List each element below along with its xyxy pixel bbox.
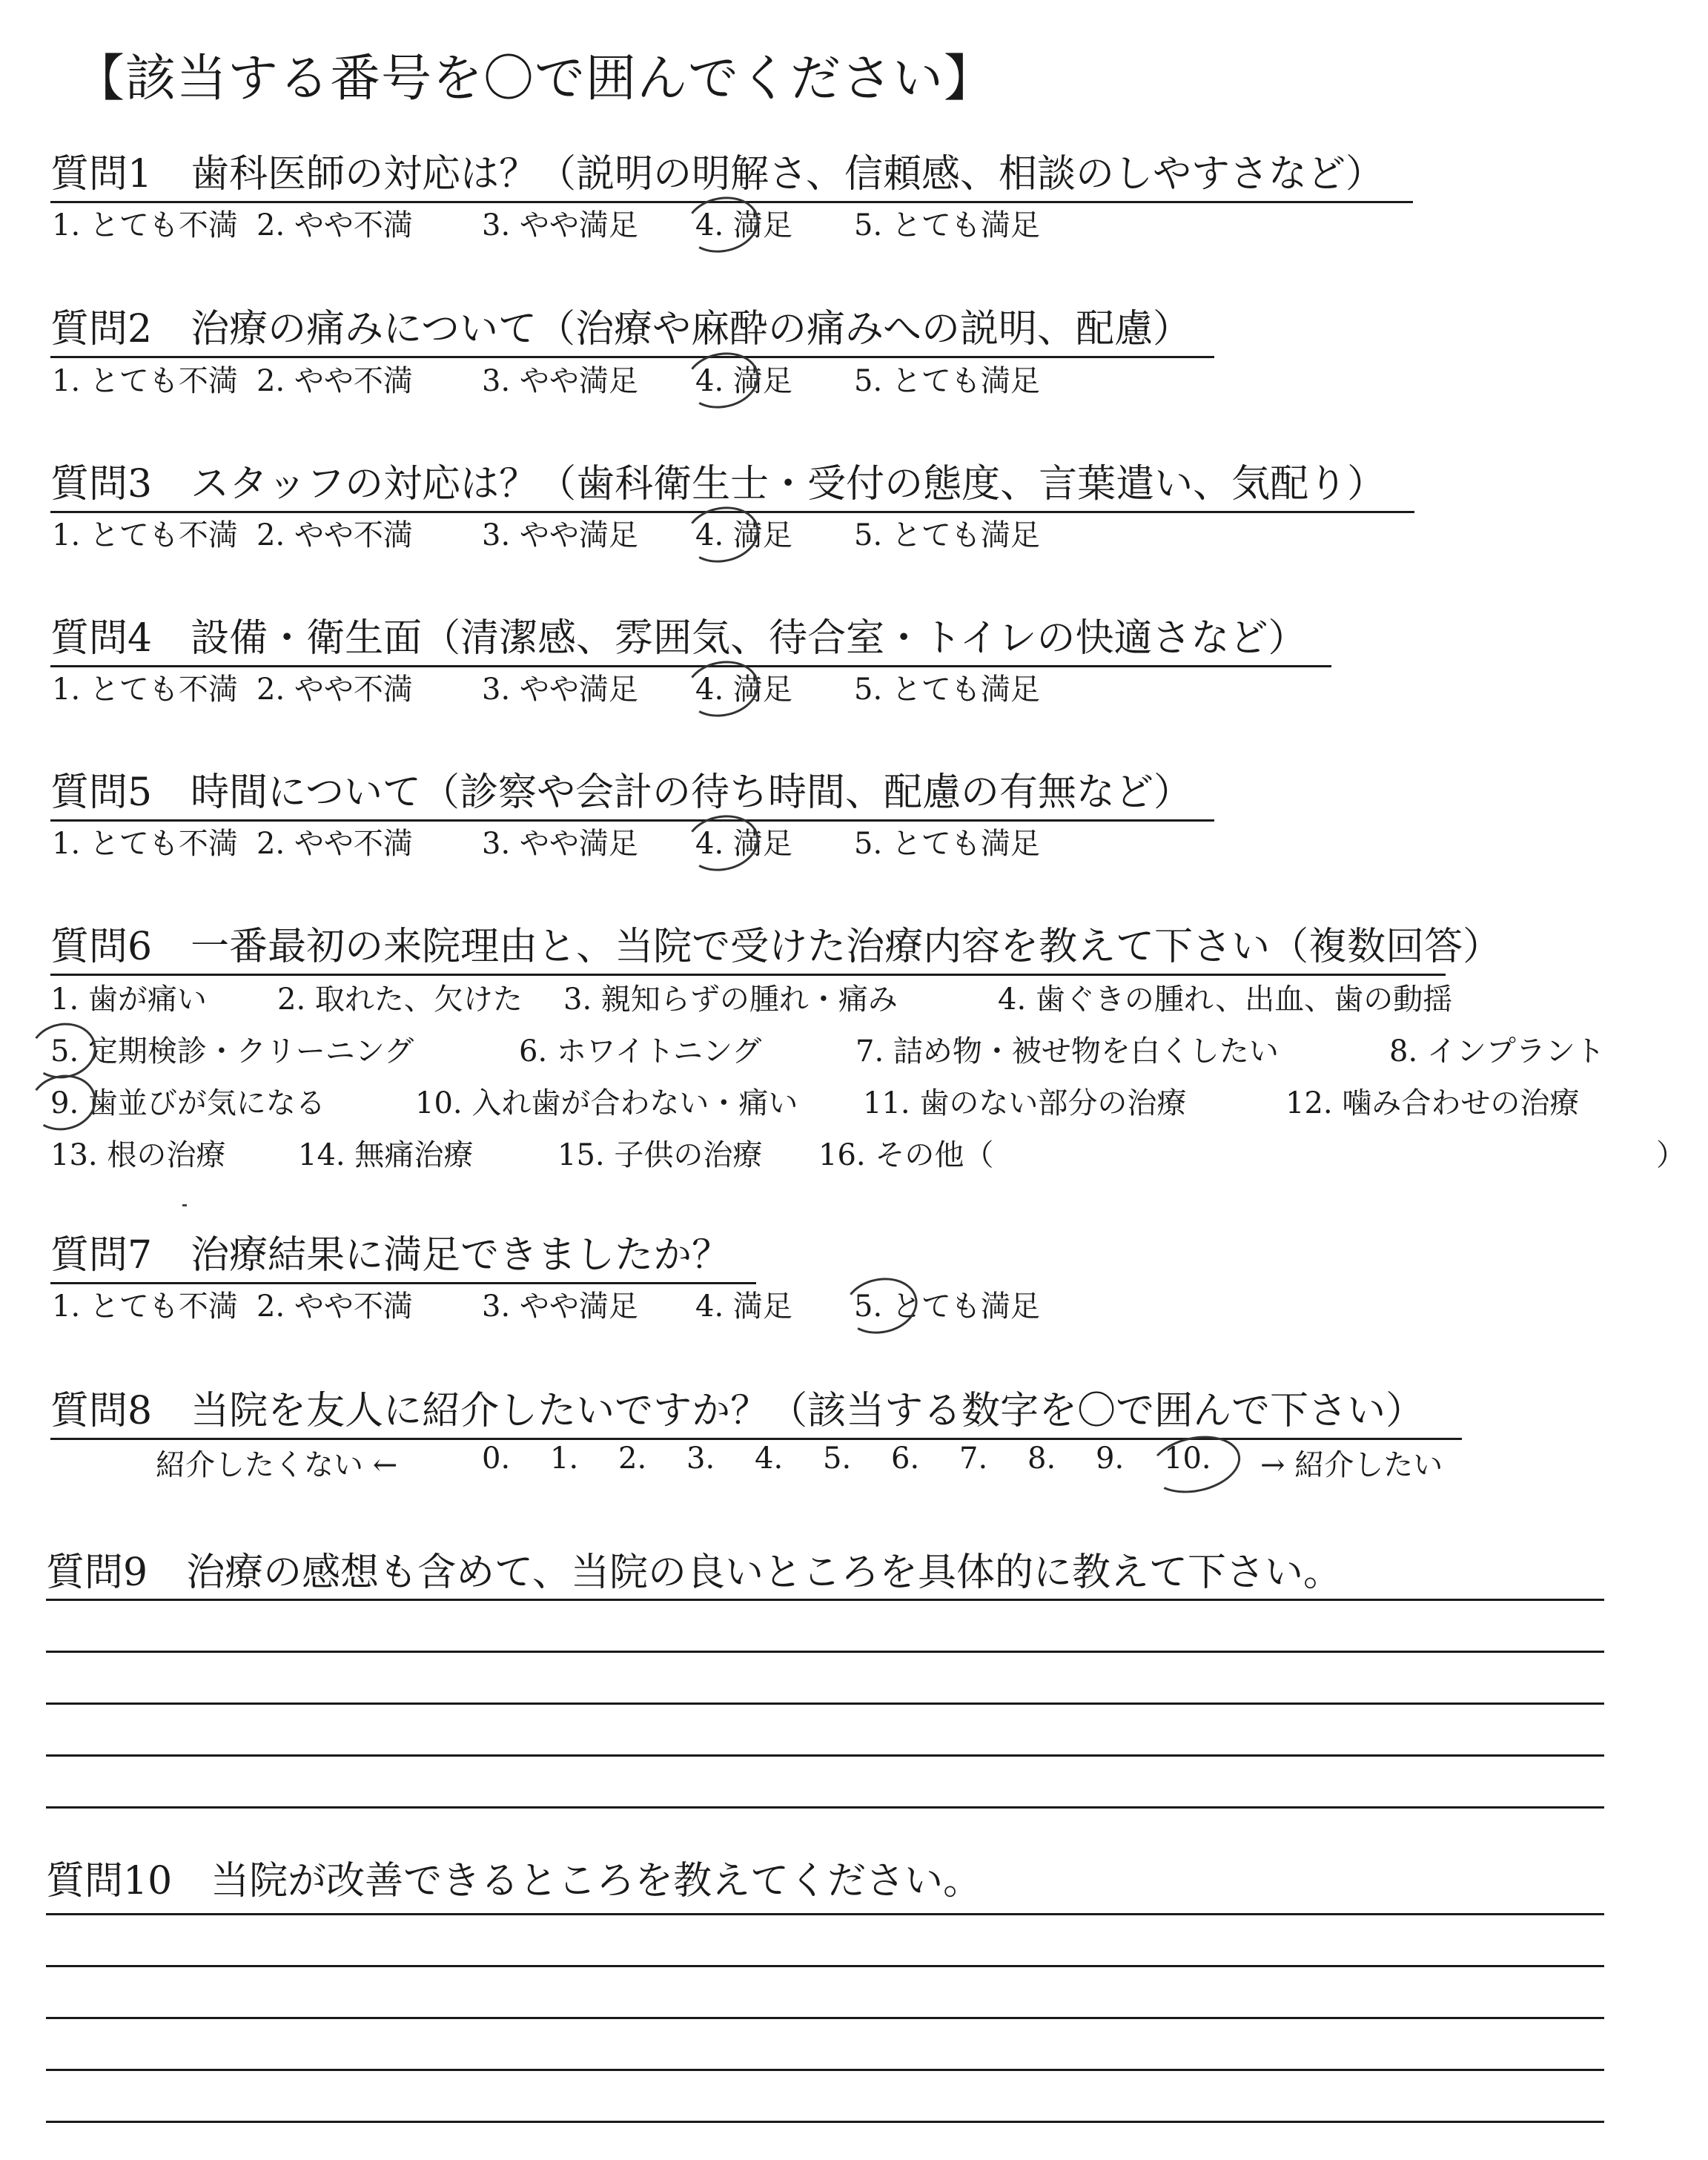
q4-option-1[interactable]: 1. とても不満 <box>52 673 238 707</box>
question-3-heading: 質問3 スタッフの対応は？（歯科衛生士・受付の態度、言葉遣い、気配り） <box>50 452 1414 513</box>
q4-option-3[interactable]: 3. やや満足 <box>482 673 638 707</box>
q1-option-4-label: 4. 満足 <box>695 208 792 242</box>
question-5-heading: 質問5 時間について（診察や会計の待ち時間、配慮の有無など） <box>50 761 1214 822</box>
q8-score-7[interactable]: 7. <box>959 1441 988 1476</box>
q3-option-3[interactable]: 3. やや満足 <box>482 518 638 552</box>
q6-option-9[interactable] <box>50 1080 415 1122</box>
q4-option-2[interactable]: 2. やや不満 <box>256 673 413 707</box>
q6-option-5[interactable] <box>50 1028 519 1070</box>
q8-score-3[interactable]: 3. <box>686 1441 715 1476</box>
q6-option-7[interactable]: 7. 詰め物・被せ物を白くしたい <box>855 1034 1279 1069</box>
q6-option-13[interactable]: 13. 根の治療 <box>50 1138 226 1172</box>
q8-score-1[interactable]: 1. <box>550 1441 579 1476</box>
q6-option-12[interactable]: 12. 噛み合わせの治療 <box>1285 1086 1580 1120</box>
q8-score-0[interactable]: 0. <box>482 1441 511 1476</box>
q2-option-4[interactable] <box>695 357 854 400</box>
answer-line[interactable] <box>46 1913 1604 1915</box>
q1-option-4[interactable] <box>695 202 854 244</box>
q3-option-5[interactable]: 5. とても満足 <box>854 518 1040 552</box>
question-7-options <box>52 1283 1040 1325</box>
q5-option-4[interactable] <box>695 820 854 862</box>
q8-score-10[interactable] <box>1164 1441 1260 1484</box>
q7-option-3[interactable]: 3. やや満足 <box>482 1289 638 1324</box>
q8-score-10-label: 10. <box>1164 1441 1211 1476</box>
q6-option-10[interactable]: 10. 入れ歯が合わない・痛い <box>415 1086 798 1120</box>
question-8-heading: 質問8 当院を友人に紹介したいですか？（該当する数字を〇で囲んで下さい） <box>50 1379 1462 1440</box>
q6-option-6[interactable]: 6. ホワイトニング <box>519 1034 762 1069</box>
answer-line[interactable] <box>46 2069 1604 2071</box>
q8-score-4[interactable]: 4. <box>755 1441 784 1476</box>
answer-line[interactable] <box>46 1965 1604 1967</box>
q6-option-5-label: 5. 定期検診・クリーニング <box>50 1034 414 1069</box>
q6-option-9-label: 9. 歯並びが気になる <box>50 1086 325 1120</box>
q3-option-4[interactable] <box>695 512 854 554</box>
question-2-heading: 質問2 治療の痛みについて（治療や麻酔の痛みへの説明、配慮） <box>50 297 1214 358</box>
q2-option-1[interactable]: 1. とても不満 <box>52 364 238 398</box>
q1-option-5[interactable]: 5. とても満足 <box>854 208 1040 242</box>
q6-option-3[interactable]: 3. 親知らずの腫れ・痛み <box>563 982 898 1017</box>
q7-option-2[interactable]: 2. やや不満 <box>256 1289 413 1324</box>
page-title: 【該当する番号を〇で囲んでください】 <box>74 50 996 108</box>
q5-option-3[interactable]: 3. やや満足 <box>482 827 638 861</box>
q6-option-14[interactable]: 14. 無痛治療 <box>298 1138 474 1172</box>
q8-score-5[interactable]: 5. <box>823 1441 852 1476</box>
q5-option-5[interactable]: 5. とても満足 <box>854 827 1040 861</box>
question-4-heading: 質問4 設備・衛生面（清潔感、雰囲気、待合室・トイレの快適さなど） <box>50 607 1331 667</box>
answer-line[interactable] <box>46 1651 1604 1653</box>
q6-option-16[interactable]: 16. その他（ <box>818 1138 994 1172</box>
answer-line[interactable] <box>46 1754 1604 1757</box>
answer-line[interactable] <box>46 1599 1604 1601</box>
q8-score-8[interactable]: 8. <box>1027 1441 1056 1476</box>
q7-option-5-label: 5. とても満足 <box>854 1289 1040 1324</box>
q6-option-1[interactable]: 1. 歯が痛い <box>50 982 207 1017</box>
question-7-heading: 質問7 治療結果に満足できましたか？ <box>50 1223 756 1284</box>
q8-score-6[interactable]: 6. <box>891 1441 920 1476</box>
answer-line[interactable] <box>46 2121 1604 2123</box>
question-5-options <box>52 820 1040 862</box>
question-6-row-2 <box>50 1028 1605 1070</box>
q6-option-2[interactable]: 2. 取れた、欠けた <box>277 982 523 1017</box>
q5-option-4-label: 4. 満足 <box>695 827 792 861</box>
q6-option-11[interactable]: 11. 歯のない部分の治療 <box>863 1086 1187 1120</box>
q2-option-5[interactable]: 5. とても満足 <box>854 364 1040 398</box>
question-3-options <box>52 512 1040 554</box>
q4-option-5[interactable]: 5. とても満足 <box>854 673 1040 707</box>
question-2-options <box>52 357 1040 400</box>
q8-scale-right-label: → 紹介したい <box>1260 1448 1443 1482</box>
question-6-heading: 質問6 一番最初の来院理由と、当院で受けた治療内容を教えて下さい（複数回答） <box>50 915 1446 976</box>
question-1-heading: 質問1 歯科医師の対応は？（説明の明解さ、信頼感、相談のしやすさなど） <box>50 142 1413 203</box>
q4-option-4-label: 4. 満足 <box>695 673 792 707</box>
q3-option-4-label: 4. 満足 <box>695 518 792 552</box>
question-4-options <box>52 666 1040 708</box>
q2-option-2[interactable]: 2. やや不満 <box>256 364 413 398</box>
q8-scale-left-label: 紹介したくない ← <box>156 1448 398 1482</box>
q5-option-2[interactable]: 2. やや不満 <box>256 827 413 861</box>
question-9-heading: 質問9 治療の感想も含めて、当院の良いところを具体的に教えて下さい。 <box>46 1550 1343 1595</box>
q4-option-4[interactable] <box>695 666 854 708</box>
q1-option-2[interactable]: 2. やや不満 <box>256 208 413 242</box>
q5-option-1[interactable]: 1. とても不満 <box>52 827 238 861</box>
question-8-scale <box>156 1441 1443 1484</box>
q8-score-2[interactable]: 2. <box>618 1441 647 1476</box>
q7-option-4[interactable]: 4. 満足 <box>695 1289 792 1324</box>
q7-option-1[interactable]: 1. とても不満 <box>52 1289 238 1324</box>
stray-pen-mark <box>182 1204 187 1206</box>
q1-option-3[interactable]: 3. やや満足 <box>482 208 638 242</box>
q2-option-3[interactable]: 3. やや満足 <box>482 364 638 398</box>
answer-line[interactable] <box>46 1702 1604 1705</box>
q7-option-5[interactable] <box>854 1283 1040 1325</box>
question-6-row-1 <box>50 976 1452 1018</box>
question-10-heading: 質問10 当院が改善できるところを教えてください。 <box>46 1859 982 1903</box>
q6-option-4[interactable]: 4. 歯ぐきの腫れ、出血、歯の動揺 <box>998 982 1453 1017</box>
q3-option-1[interactable]: 1. とても不満 <box>52 518 238 552</box>
q3-option-2[interactable]: 2. やや不満 <box>256 518 413 552</box>
question-6-row-4 <box>50 1132 1686 1174</box>
q6-option-15[interactable]: 15. 子供の治療 <box>557 1138 763 1172</box>
question-6-row-3 <box>50 1080 1579 1122</box>
answer-line[interactable] <box>46 2017 1604 2019</box>
q1-option-1[interactable]: 1. とても不満 <box>52 208 238 242</box>
q6-other-close-paren: ） <box>1656 1138 1686 1172</box>
q8-score-9[interactable]: 9. <box>1096 1441 1125 1476</box>
answer-line[interactable] <box>46 1806 1604 1809</box>
q2-option-4-label: 4. 満足 <box>695 364 792 398</box>
q6-option-8[interactable]: 8. インプラント <box>1389 1034 1605 1069</box>
question-1-options <box>52 202 1040 244</box>
